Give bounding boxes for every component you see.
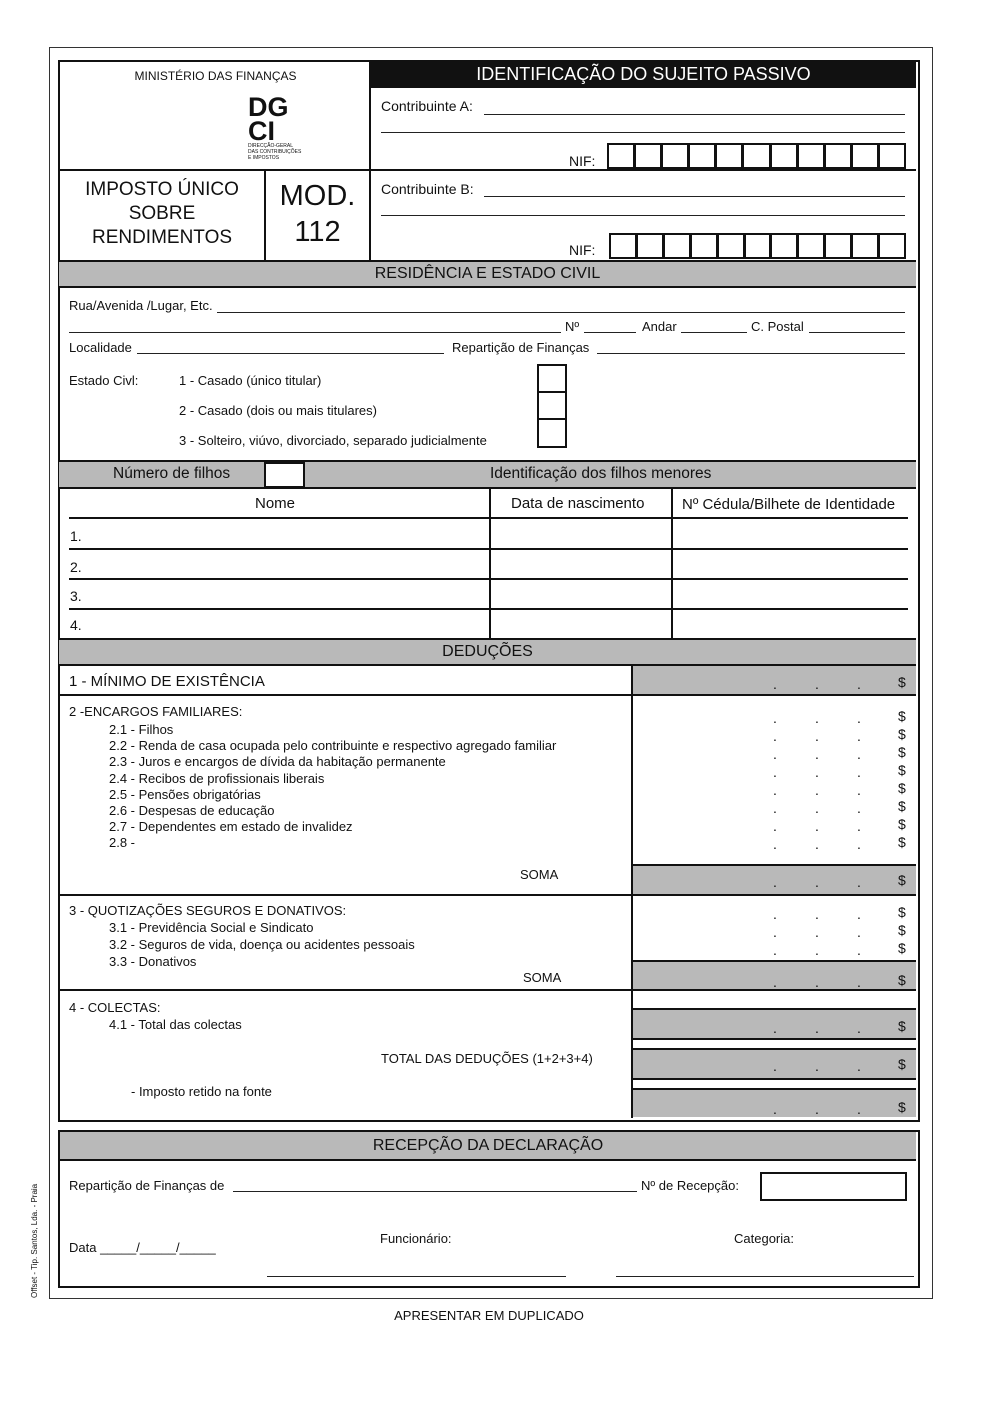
family-items xyxy=(109,722,556,852)
nif-digit-box[interactable] xyxy=(742,143,770,169)
thousands-separator: . xyxy=(857,764,861,780)
thousands-separator: . xyxy=(773,782,777,798)
nif-digit-box[interactable] xyxy=(797,233,825,259)
nif-digit-box[interactable] xyxy=(663,233,691,259)
nif-b-boxes[interactable] xyxy=(609,233,905,259)
thousands-separator: . xyxy=(815,924,819,940)
family-item: 2.6 - Despesas de educação xyxy=(109,803,275,819)
min-existence-label: 1 - MÍNIMO DE EXISTÊNCIA xyxy=(69,673,265,690)
currency-sign: $ xyxy=(898,762,906,778)
thousands-separator: . xyxy=(815,764,819,780)
children-row-line xyxy=(69,578,908,580)
family-item: 2.8 - xyxy=(109,835,136,851)
insurance-title: 3 - QUOTIZAÇÕES SEGUROS E DONATIVOS: xyxy=(69,903,347,918)
thousands-separator: . xyxy=(773,800,777,816)
currency-sign: $ xyxy=(898,1056,906,1072)
col-name: Nome xyxy=(255,495,296,512)
deductions-title: DEDUÇÕES xyxy=(59,638,916,666)
family-item: 2.4 - Recibos de profissionais liberais xyxy=(109,770,325,786)
floor-label: Andar xyxy=(642,319,677,334)
nif-digit-box[interactable] xyxy=(770,143,798,169)
thousands-separator: . xyxy=(815,676,819,692)
thousands-separator: . xyxy=(773,710,777,726)
thousands-separator: . xyxy=(815,746,819,762)
children-id-title: Identificação dos filhos menores xyxy=(490,465,712,482)
thousands-separator: . xyxy=(773,924,777,940)
currency-sign: $ xyxy=(898,904,906,920)
collect-item: 4.1 - Total das colectas xyxy=(109,1017,242,1032)
insurance-item: 3.1 - Previdência Social e Sindicato xyxy=(109,920,314,935)
contrib-divider xyxy=(370,169,916,171)
reception-no-box[interactable] xyxy=(760,1172,907,1201)
logo-letters-top: DG xyxy=(248,92,289,122)
nif-a-label: NIF: xyxy=(569,153,596,169)
children-header-line xyxy=(69,517,908,519)
thousands-separator: . xyxy=(773,676,777,692)
contrib-b-line-2[interactable] xyxy=(381,215,905,216)
nif-digit-box[interactable] xyxy=(744,233,772,259)
identification-title: IDENTIFICAÇÃO DO SUJEITO PASSIVO xyxy=(371,60,916,88)
thousands-separator: . xyxy=(815,800,819,816)
deduction-rule xyxy=(633,1008,916,1010)
thousands-separator: . xyxy=(857,874,861,890)
children-count-box[interactable] xyxy=(264,462,305,488)
child-row[interactable]: 4. xyxy=(70,617,82,633)
col-birth: Data de nascimento xyxy=(511,495,645,512)
insurance-soma-label: SOMA xyxy=(523,970,562,985)
deduction-rule xyxy=(633,960,916,962)
postal-line[interactable] xyxy=(809,332,905,333)
nif-digit-box[interactable] xyxy=(824,233,852,259)
insurance-item: 3.3 - Donativos xyxy=(109,953,197,969)
nif-digit-box[interactable] xyxy=(797,143,825,169)
thousands-separator: . xyxy=(815,1058,819,1074)
family-item: 2.3 - Juros e encargos de dívida da habitação permanente xyxy=(109,754,446,770)
residence-title: RESIDÊNCIA E ESTADO CIVIL xyxy=(59,260,916,288)
ministry-label: MINISTÉRIO DAS FINANÇAS xyxy=(134,69,297,83)
contrib-a-line[interactable] xyxy=(484,114,905,115)
thousands-separator: . xyxy=(815,974,819,990)
thousands-separator: . xyxy=(773,974,777,990)
thousands-separator: . xyxy=(773,906,777,922)
child-row[interactable]: 1. xyxy=(70,528,82,544)
nif-digit-box[interactable] xyxy=(878,233,906,259)
contrib-a-line-2[interactable] xyxy=(381,132,905,133)
thousands-separator: . xyxy=(815,1101,819,1117)
nif-digit-box[interactable] xyxy=(609,233,637,259)
deduction-rule xyxy=(59,894,916,896)
logo-letters-bottom: CI xyxy=(248,116,275,142)
category-line[interactable] xyxy=(616,1276,914,1277)
nif-digit-box[interactable] xyxy=(824,143,852,169)
currency-sign: $ xyxy=(898,940,906,956)
postal-label: C. Postal xyxy=(751,319,804,334)
thousands-separator: . xyxy=(857,800,861,816)
thousands-separator: . xyxy=(815,906,819,922)
thousands-separator: . xyxy=(857,728,861,744)
nif-b-label: NIF: xyxy=(569,242,596,258)
nif-digit-box[interactable] xyxy=(690,233,718,259)
currency-sign: $ xyxy=(898,726,906,742)
locality-line[interactable] xyxy=(137,353,444,354)
thousands-separator: . xyxy=(815,818,819,834)
number-label: Nº xyxy=(565,319,580,334)
thousands-separator: . xyxy=(815,728,819,744)
currency-sign: $ xyxy=(898,922,906,938)
nif-digit-box[interactable] xyxy=(636,233,664,259)
nif-digit-box[interactable] xyxy=(661,143,689,169)
currency-sign: $ xyxy=(898,674,906,690)
thousands-separator: . xyxy=(857,818,861,834)
thousands-separator: . xyxy=(773,764,777,780)
family-item: 2.5 - Pensões obrigatórias xyxy=(109,786,261,802)
deduction-rule xyxy=(633,1048,916,1050)
category-label: Categoria: xyxy=(734,1231,794,1246)
thousands-separator: . xyxy=(773,728,777,744)
nif-a-boxes[interactable] xyxy=(607,143,905,169)
tax-office-line[interactable] xyxy=(597,353,905,354)
deduction-rule xyxy=(59,694,916,696)
dgci-logo xyxy=(248,92,314,142)
thousands-separator: . xyxy=(857,942,861,958)
children-col-divider-2 xyxy=(671,487,673,638)
nif-digit-box[interactable] xyxy=(851,143,879,169)
thousands-separator: . xyxy=(815,710,819,726)
thousands-separator: . xyxy=(773,836,777,852)
thousands-separator: . xyxy=(773,874,777,890)
deduction-rule xyxy=(633,1038,916,1040)
insurance-items xyxy=(109,920,415,970)
currency-sign: $ xyxy=(898,872,906,888)
model-number: MOD. 112 xyxy=(279,180,356,248)
thousands-separator: . xyxy=(857,710,861,726)
reception-office-label: Repartição de Finanças de xyxy=(69,1178,225,1193)
civil-option-3: 3 - Solteiro, viúvo, divorciado, separado judicialmente xyxy=(179,433,487,448)
thousands-separator: . xyxy=(773,942,777,958)
currency-sign: $ xyxy=(898,1018,906,1034)
nif-digit-box[interactable] xyxy=(851,233,879,259)
thousands-separator: . xyxy=(857,836,861,852)
contrib-b-line[interactable] xyxy=(484,196,905,197)
deduction-rule xyxy=(633,1078,916,1080)
currency-sign: $ xyxy=(898,816,906,832)
children-count-label: Número de filhos xyxy=(113,465,231,482)
nif-digit-box[interactable] xyxy=(634,143,662,169)
reception-date[interactable]: Data _____/_____/_____ xyxy=(69,1240,216,1255)
nif-digit-box[interactable] xyxy=(878,143,906,169)
civil-option-2: 2 - Casado (dois ou mais titulares) xyxy=(179,403,377,418)
civil-option-1: 1 - Casado (único titular) xyxy=(179,373,322,388)
contrib-a-label: Contribuinte A: xyxy=(381,98,473,114)
child-row[interactable]: 2. xyxy=(70,559,82,575)
children-col-divider-1 xyxy=(489,487,491,638)
civil-checkbox-2[interactable] xyxy=(537,391,567,421)
family-item: 2.2 - Renda de casa ocupada pelo contribuinte e respectivo agregado familiar xyxy=(109,738,557,754)
thousands-separator: . xyxy=(857,782,861,798)
floor-line[interactable] xyxy=(681,332,747,333)
family-item: 2.1 - Filhos xyxy=(109,722,174,737)
child-row[interactable]: 3. xyxy=(70,588,82,604)
deductions-total-label: TOTAL DAS DEDUÇÕES (1+2+3+4) xyxy=(381,1051,593,1066)
reception-no-label: Nº de Recepção: xyxy=(641,1178,739,1193)
header-divider xyxy=(369,60,371,260)
thousands-separator: . xyxy=(773,746,777,762)
deduction-rule xyxy=(633,1088,916,1090)
thousands-separator: . xyxy=(815,942,819,958)
nif-digit-box[interactable] xyxy=(717,233,745,259)
employee-line[interactable] xyxy=(267,1276,566,1277)
reception-office-line[interactable] xyxy=(233,1191,637,1192)
thousands-separator: . xyxy=(815,836,819,852)
deduction-rule xyxy=(633,864,916,866)
children-row-line xyxy=(69,548,908,550)
currency-sign: $ xyxy=(898,744,906,760)
nif-digit-box[interactable] xyxy=(715,143,743,169)
family-title: 2 -ENCARGOS FAMILIARES: xyxy=(69,704,243,719)
currency-sign: $ xyxy=(898,780,906,796)
contrib-b-label: Contribuinte B: xyxy=(381,181,474,197)
civil-checkbox-1[interactable] xyxy=(537,364,567,394)
thousands-separator: . xyxy=(773,1020,777,1036)
thousands-separator: . xyxy=(857,974,861,990)
employee-label: Funcionário: xyxy=(380,1231,452,1246)
collect-title: 4 - COLECTAS: xyxy=(69,1000,161,1015)
civil-status-label: Estado Civl: xyxy=(69,373,139,388)
civil-checkbox-3[interactable] xyxy=(537,418,567,448)
logo-caption: DIRECÇÃO-GERAL DAS CONTRIBUIÇÕES E IMPOSTOS xyxy=(248,143,302,161)
duplicate-note: APRESENTAR EM DUPLICADO xyxy=(394,1308,584,1323)
thousands-separator: . xyxy=(773,1101,777,1117)
printer-credit: Offset - Tip. Santos, Lda. - Praia xyxy=(30,1183,39,1298)
currency-sign: $ xyxy=(898,972,906,988)
thousands-separator: . xyxy=(857,1058,861,1074)
thousands-separator: . xyxy=(857,906,861,922)
thousands-separator: . xyxy=(857,676,861,692)
currency-sign: $ xyxy=(898,798,906,814)
thousands-separator: . xyxy=(857,746,861,762)
thousands-separator: . xyxy=(857,1101,861,1117)
thousands-separator: . xyxy=(857,1020,861,1036)
tax-office-label: Repartição de Finanças xyxy=(452,340,590,355)
currency-sign: $ xyxy=(898,1099,906,1115)
thousands-separator: . xyxy=(773,818,777,834)
nif-digit-box[interactable] xyxy=(688,143,716,169)
family-soma-label: SOMA xyxy=(520,867,559,882)
nif-digit-box[interactable] xyxy=(770,233,798,259)
thousands-separator: . xyxy=(815,1020,819,1036)
reception-title: RECEPÇÃO DA DECLARAÇÃO xyxy=(60,1132,916,1161)
deduction-rule xyxy=(59,989,916,991)
street-line[interactable] xyxy=(217,312,905,313)
street-label: Rua/Avenida /Lugar, Etc. xyxy=(69,298,213,313)
tax-title: IMPOSTO ÚNICO SOBRE RENDIMENTOS xyxy=(85,179,239,248)
header-hline xyxy=(59,169,370,171)
thousands-separator: . xyxy=(815,782,819,798)
family-item: 2.7 - Dependentes em estado de invalidez xyxy=(109,819,353,835)
thousands-separator: . xyxy=(773,1058,777,1074)
street-line-2[interactable] xyxy=(69,332,561,333)
currency-sign: $ xyxy=(898,708,906,724)
number-line[interactable] xyxy=(584,332,636,333)
col-id: Nº Cédula/Bilhete de Identidade xyxy=(682,496,896,513)
withheld-label: - Imposto retido na fonte xyxy=(131,1084,272,1099)
thousands-separator: . xyxy=(815,874,819,890)
nif-digit-box[interactable] xyxy=(607,143,635,169)
locality-label: Localidade xyxy=(69,340,132,355)
currency-sign: $ xyxy=(898,834,906,850)
children-row-line xyxy=(69,608,908,610)
thousands-separator: . xyxy=(857,924,861,940)
insurance-item: 3.2 - Seguros de vida, doença ou acidentes pessoais xyxy=(109,936,415,952)
